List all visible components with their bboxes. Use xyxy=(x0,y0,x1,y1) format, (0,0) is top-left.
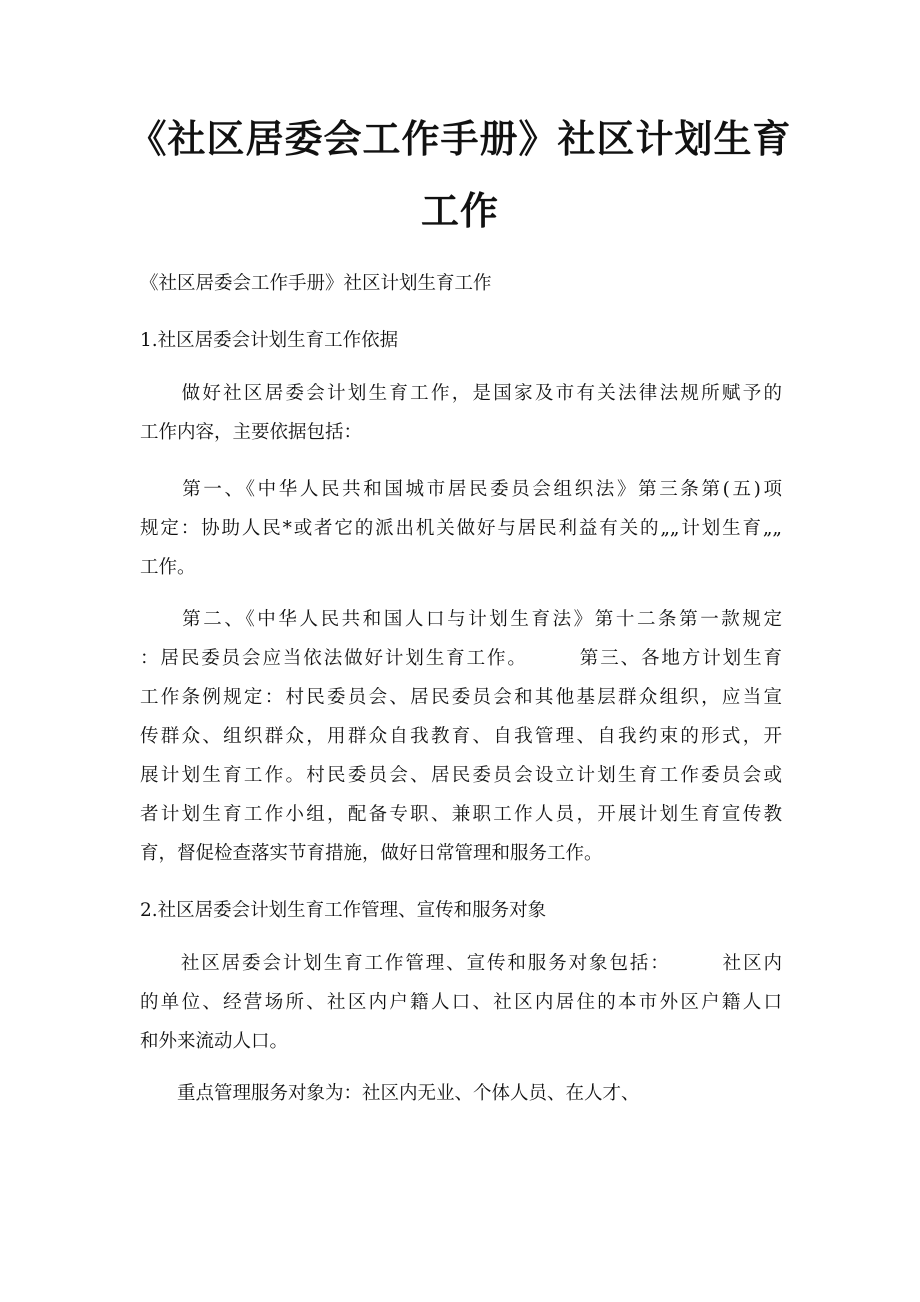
document-subtitle: 《社区居委会工作手册》社区计划生育工作 xyxy=(140,273,492,294)
paragraph-line: 和外来流动人口。 xyxy=(140,1031,289,1052)
document-title-line-1: 《社区居委会工作手册》社区计划生育 xyxy=(128,117,792,161)
section-2-heading: 2.社区居委会计划生育工作管理、宣传和服务对象 xyxy=(140,900,547,921)
paragraph-line: ：居民委员会应当依法做好计划生育工作。 第三、各地方计划生育 xyxy=(140,648,782,669)
paragraph-line: 第一、《中华人民共和国城市居民委员会组织法》第三条第(五)项 xyxy=(140,479,782,500)
paragraph-line: 展计划生育工作。村民委员会、居民委员会设立计划生育工作委员会或 xyxy=(140,765,782,786)
paragraph-line: 规定：协助人民*或者它的派出机关做好与居民利益有关的„„计划生育„„ xyxy=(140,518,782,539)
section-1-heading: 1.社区居委会计划生育工作依据 xyxy=(140,330,399,351)
paragraph-line: 第二、《中华人民共和国人口与计划生育法》第十二条第一款规定 xyxy=(140,609,782,630)
paragraph-line: 的单位、经营场所、社区内户籍人口、社区内居住的本市外区户籍人口 xyxy=(140,992,782,1013)
paragraph-line: 工作内容，主要依据包括： xyxy=(140,422,363,443)
paragraph-line: 重点管理服务对象为：社区内无业、个体人员、在人才、 xyxy=(140,1083,640,1104)
paragraph-line: 社区居委会计划生育工作管理、宣传和服务对象包括： 社区内 xyxy=(140,953,782,974)
paragraph-line: 者计划生育工作小组，配备专职、兼职工作人员，开展计划生育宣传教 xyxy=(140,804,782,825)
document-title-line-2: 工作 xyxy=(420,189,499,233)
paragraph-line: 传群众、组织群众，用群众自我教育、自我管理、自我约束的形式，开 xyxy=(140,726,782,747)
paragraph-line: 工作。 xyxy=(140,557,196,578)
paragraph-line: 育，督促检查落实节育措施，做好日常管理和服务工作。 xyxy=(140,843,603,864)
paragraph-line: 做好社区居委会计划生育工作，是国家及市有关法律法规所赋予的 xyxy=(140,383,782,404)
paragraph-line: 工作条例规定：村民委员会、居民委员会和其他基层群众组织，应当宣 xyxy=(140,687,782,708)
